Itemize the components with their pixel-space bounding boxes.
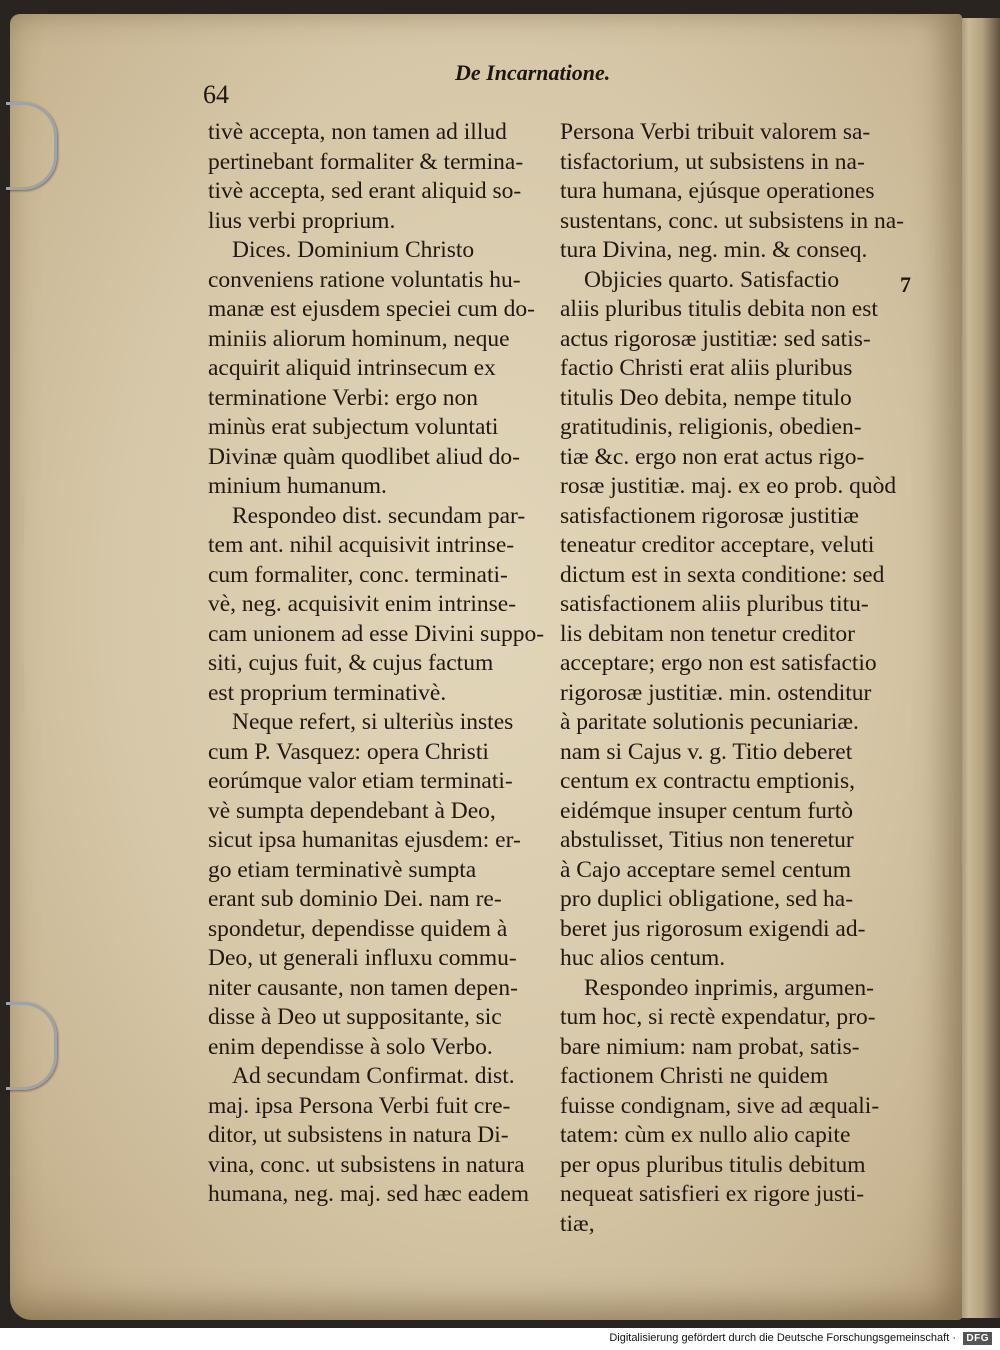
right-column-line: tiæ, (560, 1210, 595, 1237)
left-column-line: Respondeo dist. secundam par- (232, 502, 526, 529)
left-column-line: Neque refert, si ulteriùs instes (232, 709, 514, 735)
right-column-line: centum ex contractu emptionis, (560, 768, 855, 794)
right-column-line: Persona Verbi tribuit valorem sa- (560, 119, 871, 145)
right-column-line: à Cajo acceptare semel centum (560, 856, 851, 883)
right-column-line: gratitudinis, religionis, obedien- (560, 414, 862, 440)
right-column-line: rosæ justitiæ. maj. ex eo prob. quòd (560, 473, 897, 499)
left-column-line: enim dependisse à solo Verbo. (208, 1033, 493, 1060)
left-column-line: minùs erat subjectum voluntati (208, 414, 499, 440)
left-column-line: erant sub dominio Dei. nam re- (208, 886, 502, 912)
right-column-line: factionem Christi ne quidem (560, 1063, 829, 1089)
right-column-line: beret jus rigorosum exigendi ad- (560, 915, 866, 942)
left-column-line: lius verbi proprium. (208, 207, 396, 234)
left-column-line: vè, neg. acquisivit enim intrinse- (208, 591, 517, 617)
right-column-line: huc alios centum. (560, 945, 726, 971)
right-column-line: abstulisset, Titius non teneretur (560, 827, 854, 853)
running-head: De Incarnatione. (455, 60, 611, 85)
right-column-line: tura Divina, neg. min. & conseq. (560, 237, 868, 263)
left-column-line: ditor, ut subsistens in natura Di- (208, 1122, 509, 1148)
left-column-line: sicut ipsa humanitas ejusdem: er- (208, 827, 521, 853)
left-column-line: vè sumpta dependebant à Deo, (208, 797, 496, 824)
left-column-line: spondetur, dependisse quidem à (208, 915, 508, 942)
right-column-line: Respondeo inprimis, argumen- (584, 974, 875, 1001)
right-column-line: tiæ &c. ergo non erat actus rigo- (560, 443, 865, 470)
left-column-line: disse à Deo ut suppositante, sic (208, 1004, 502, 1030)
right-column-line: per opus pluribus titulis debitum (560, 1151, 866, 1178)
left-column-line: cum formaliter, conc. terminati- (208, 561, 508, 588)
left-column-line: tem ant. nihil acquisivit intrinse- (208, 532, 515, 558)
left-column-line: vina, conc. ut subsistens in natura (208, 1151, 525, 1178)
left-column-line: siti, cujus fuit, & cujus factum (208, 650, 494, 676)
digitization-footer (0, 1328, 1000, 1350)
right-column-line: à paritate solutionis pecuniariæ. (560, 709, 859, 735)
left-column-line: Deo, ut generali influxu commu- (208, 945, 517, 971)
left-column-line: acquirit aliquid intrinsecum ex (208, 355, 496, 381)
right-column-line: nequeat satisfieri ex rigore justi- (560, 1181, 865, 1207)
right-column-line: satisfactionem rigorosæ justitiæ (560, 502, 859, 529)
left-column-line: Divinæ quàm quodlibet aliud do- (208, 443, 520, 470)
right-column-line: rigorosæ justitiæ. min. ostenditur (560, 679, 872, 706)
left-column (208, 118, 548, 1210)
left-column-line: minium humanum. (208, 473, 387, 499)
right-column-line: factio Christi erat aliis pluribus (560, 355, 853, 381)
dfg-logo: DFG (963, 1332, 992, 1345)
right-column-line: satisfactionem aliis pluribus titu- (560, 591, 869, 617)
right-column-line: tatem: cùm ex nullo alio capite (560, 1122, 851, 1148)
left-column-line: cum P. Vasquez: opera Christi (208, 738, 489, 765)
right-column-line: nam si Cajus v. g. Titio deberet (560, 738, 853, 765)
right-column-line: aliis pluribus titulis debita non est (560, 296, 878, 322)
right-column-line: tisfactorium, ut subsistens in na- (560, 148, 865, 175)
right-column-line: teneatur creditor acceptare, veluti (560, 532, 875, 558)
left-column-line: go etiam terminativè sumpta (208, 856, 477, 883)
right-column-line: acceptare; ergo non est satisfactio (560, 650, 877, 676)
left-column-line: tivè accepta, sed erant aliquid so- (208, 178, 522, 204)
right-column-line: tura humana, ejúsque operationes (560, 178, 875, 204)
right-column-line: actus rigorosæ justitiæ: sed satis- (560, 325, 871, 352)
left-column-line: humana, neg. maj. sed hæc eadem (208, 1181, 530, 1207)
left-column-line: miniis aliorum hominum, neque (208, 325, 510, 352)
right-column-line: fuisse condignam, sive ad æquali- (560, 1092, 880, 1119)
right-column-line: eidémque insuper centum furtò (560, 797, 854, 824)
page-number: 64 (203, 80, 229, 109)
left-column-line: cam unionem ad esse Divini suppo- (208, 620, 545, 647)
right-column-line: titulis Deo debita, nempe titulo (560, 384, 852, 411)
left-column-line: maj. ipsa Persona Verbi fuit cre- (208, 1092, 511, 1119)
left-column-line: niter causante, non tamen depen- (208, 974, 518, 1001)
left-column-line: conveniens ratione voluntatis hu- (208, 266, 521, 293)
left-column-line: Ad secundam Confirmat. dist. (232, 1063, 515, 1089)
left-column-line: eorúmque valor etiam terminati- (208, 768, 513, 794)
right-column-line: bare nimium: nam probat, satis- (560, 1033, 860, 1060)
binding-clip-top (6, 102, 57, 190)
left-column-line: terminatione Verbi: ergo non (208, 384, 478, 411)
right-column-line: Objicies quarto. Satisfactio (584, 266, 840, 293)
right-column-line: tum hoc, si rectè expendatur, pro- (560, 1004, 876, 1030)
right-column (560, 118, 904, 1239)
right-column-line: dictum est in sexta conditione: sed (560, 561, 885, 588)
left-column-line: Dices. Dominium Christo (232, 237, 475, 263)
left-column-line: pertinebant formaliter & termina- (208, 148, 524, 175)
left-column-line: est proprium terminativè. (208, 679, 447, 706)
left-column-line: manæ est ejusdem speciei cum do- (208, 296, 535, 322)
binding-clip-bottom (6, 1002, 57, 1090)
left-column-line: tivè accepta, non tamen ad illud (208, 119, 507, 145)
footer-credit: Digitalisierung gefördert durch die Deutsche Forschungsgemeinschaft · (609, 1332, 956, 1344)
right-column-line: sustentans, conc. ut subsistens in na- (560, 207, 904, 234)
right-column-line: lis debitam non tenetur creditor (560, 620, 855, 647)
margin-note: 7 (900, 272, 911, 297)
right-column-line: pro duplici obligatione, sed ha- (560, 886, 854, 912)
